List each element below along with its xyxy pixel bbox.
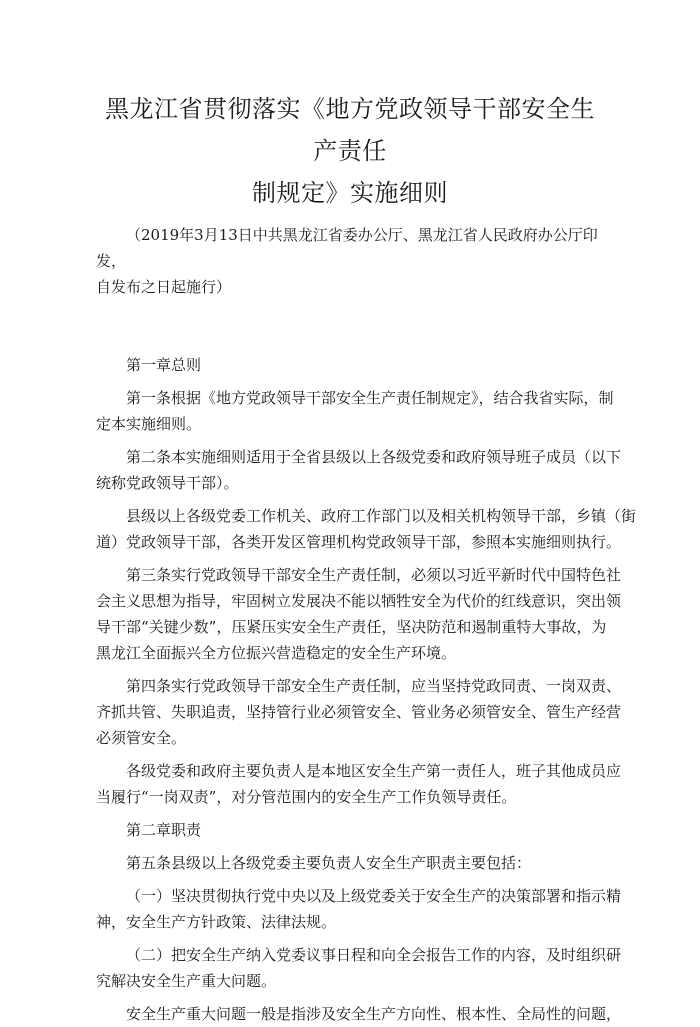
- paragraph-line: 齐抓共管、失职追责，坚持管行业必须管安全、管业务必须管安全、管生产经营: [96, 703, 622, 721]
- paragraph-line: 县级以上各级党委工作机关、政府工作部门以及相关机构领导干部，乡镇（街: [126, 507, 637, 525]
- paragraph-line: 安全生产重大问题一般是指涉及安全生产方向性、根本性、全局性的问题，: [126, 1005, 622, 1023]
- paragraph-line: 定本实施细则。: [96, 415, 202, 433]
- paragraph-line: 第四条实行党政领导干部安全生产责任制，应当坚持党政同责、一岗双责、: [126, 677, 622, 695]
- body-paragraph: [96, 444, 622, 496]
- issuance-note-line-1: （2019年3月13日中共黑龙江省委办公厅、黑龙江省人民政府办公厅印发，: [96, 226, 598, 270]
- paragraph-line: 道）党政领导干部，各类开发区管理机构党政领导干部，参照本实施细则执行。: [96, 533, 622, 551]
- title-line-1: 黑龙江省贯彻落实《地方党政领导干部安全生产责任: [105, 95, 595, 165]
- paragraph-line: 究解决安全生产重大问题。: [96, 972, 277, 990]
- paragraph-line: 第五条县级以上各级党委主要负责人安全生产职责主要包括：: [126, 854, 532, 872]
- paragraph-line: 第二章职责: [126, 821, 202, 839]
- body-paragraph: [96, 673, 622, 751]
- paragraph-line: 会主义思想为指导，牢固树立发展决不能以牺牲安全为代价的红线意识，突出领: [96, 592, 622, 610]
- issuance-note-line-2: 自发布之日起施行）: [96, 278, 232, 296]
- paragraph-line: 第一条根据《地方党政领导干部安全生产责任制规定》，结合我省实际，制: [126, 389, 614, 407]
- body-paragraph: [96, 942, 622, 994]
- body-paragraph: [96, 817, 604, 843]
- paragraph-line: 各级党委和政府主要负责人是本地区安全生产第一责任人，班子其他成员应: [126, 762, 622, 780]
- body-paragraph: [96, 850, 604, 876]
- paragraph-line: 黑龙江全面振兴全方位振兴营造稳定的安全生产环境。: [96, 644, 457, 662]
- body-paragraph: [96, 1001, 622, 1027]
- body-paragraph: [96, 758, 622, 810]
- document-body: [96, 352, 637, 1027]
- paragraph-line: 神，安全生产方针政策、法律法规。: [96, 913, 337, 931]
- body-paragraph: [96, 352, 604, 378]
- title-line-2: 制规定》实施细则: [252, 179, 448, 207]
- body-paragraph: [96, 385, 614, 437]
- paragraph-line: （二）把安全生产纳入党委议事日程和向全会报告工作的内容，及时组织研: [126, 946, 622, 964]
- body-paragraph: [96, 503, 637, 555]
- paragraph-line: 当履行“一岗双责”，对分管范围内的安全生产工作负领导责任。: [96, 788, 517, 806]
- paragraph-line: 必须管安全。: [96, 729, 187, 747]
- paragraph-line: （一）坚决贯彻执行党中央以及上级党委关于安全生产的决策部署和指示精: [126, 887, 622, 905]
- paragraph-line: 导干部“关键少数”，压紧压实安全生产责任，坚决防范和遏制重特大事故，为: [96, 618, 607, 636]
- document-title: [96, 88, 604, 214]
- paragraph-line: 统称党政领导干部）。: [96, 474, 239, 492]
- paragraph-line: 第二条本实施细则适用于全省县级以上各级党委和政府领导班子成员（以下: [126, 448, 622, 466]
- body-paragraph: [96, 883, 622, 935]
- paragraph-line: 第一章总则: [126, 356, 202, 374]
- body-paragraph: [96, 562, 622, 666]
- paragraph-line: 第三条实行党政领导干部安全生产责任制，必须以习近平新时代中国特色社: [126, 566, 622, 584]
